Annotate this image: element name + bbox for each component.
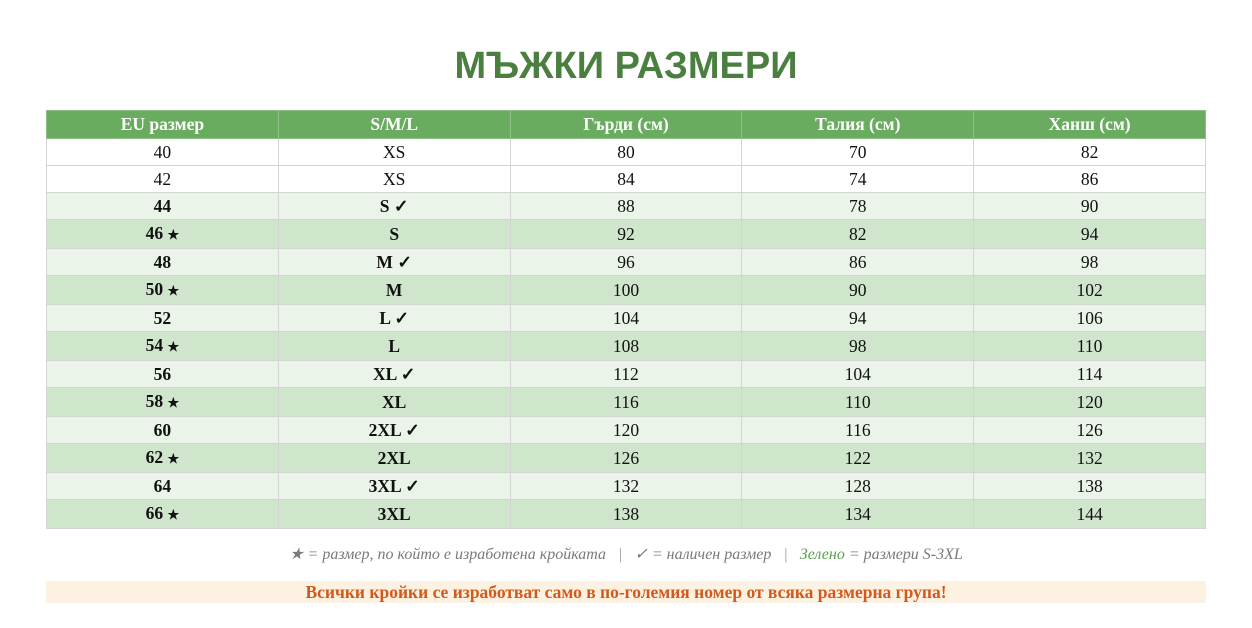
check-icon: ✓ <box>400 364 416 384</box>
cell-eu-size <box>47 220 279 249</box>
cell-sml <box>278 473 510 500</box>
cell-eu-size <box>47 388 279 417</box>
eu-size-value: 46 <box>145 223 164 243</box>
eu-size-value: 56 <box>153 364 172 384</box>
star-icon: ★ <box>167 507 180 522</box>
cell-sml <box>278 305 510 332</box>
eu-size-value: 54 <box>145 335 164 355</box>
cell-hip: 120 <box>974 388 1206 417</box>
cell-eu-size <box>47 417 279 444</box>
header-sml: S/M/L <box>278 111 510 139</box>
cell-hip: 138 <box>974 473 1206 500</box>
eu-size-value: 58 <box>145 391 164 411</box>
cell-sml <box>278 332 510 361</box>
cell-sml <box>278 220 510 249</box>
cell-chest: 108 <box>510 332 742 361</box>
sml-value: 2XL <box>368 420 401 440</box>
table-row <box>47 473 1206 500</box>
cell-chest: 138 <box>510 500 742 529</box>
cell-waist: 98 <box>742 332 974 361</box>
cell-sml <box>278 417 510 444</box>
eu-size-value: 50 <box>145 279 164 299</box>
cell-hip: 114 <box>974 361 1206 388</box>
cell-hip: 132 <box>974 444 1206 473</box>
cell-sml <box>278 444 510 473</box>
table-row <box>47 388 1206 417</box>
cell-chest: 96 <box>510 249 742 276</box>
cell-waist: 78 <box>742 193 974 220</box>
cell-chest: 84 <box>510 166 742 193</box>
eu-size-value: 44 <box>153 196 172 216</box>
cell-eu-size <box>47 305 279 332</box>
legend-green-word: Зелено <box>799 546 845 563</box>
cell-sml <box>278 166 510 193</box>
cell-sml <box>278 500 510 529</box>
cell-chest: 100 <box>510 276 742 305</box>
cell-eu-size <box>47 361 279 388</box>
cell-chest: 120 <box>510 417 742 444</box>
cell-waist: 116 <box>742 417 974 444</box>
check-icon: ✓ <box>394 308 410 328</box>
size-table <box>46 110 1206 529</box>
cell-waist: 134 <box>742 500 974 529</box>
sml-value: XL <box>382 392 407 412</box>
cell-hip: 102 <box>974 276 1206 305</box>
eu-size-value: 52 <box>153 308 172 328</box>
header-waist: Талия (см) <box>742 111 974 139</box>
cell-hip: 98 <box>974 249 1206 276</box>
sml-value: XS <box>383 169 406 189</box>
sml-value: 2XL <box>377 448 411 468</box>
cell-chest: 116 <box>510 388 742 417</box>
cell-chest: 92 <box>510 220 742 249</box>
star-icon: ★ <box>167 451 180 466</box>
cell-eu-size <box>47 332 279 361</box>
table-row <box>47 500 1206 529</box>
header-hip: Ханш (см) <box>974 111 1206 139</box>
check-icon: ✓ <box>405 476 420 496</box>
cell-chest: 80 <box>510 139 742 166</box>
table-row <box>47 249 1206 276</box>
table-row <box>47 417 1206 444</box>
star-icon: ★ <box>167 227 180 242</box>
cell-waist: 70 <box>742 139 974 166</box>
cell-eu-size <box>47 500 279 529</box>
sml-value: 3XL <box>368 476 401 496</box>
cell-waist: 90 <box>742 276 974 305</box>
cell-sml <box>278 276 510 305</box>
cell-hip: 86 <box>974 166 1206 193</box>
eu-size-value: 64 <box>153 476 172 496</box>
cell-eu-size <box>47 166 279 193</box>
sml-value: S <box>379 196 390 216</box>
table-row <box>47 276 1206 305</box>
cell-chest: 88 <box>510 193 742 220</box>
check-icon: ✓ <box>397 252 412 272</box>
cell-hip: 126 <box>974 417 1206 444</box>
cell-hip: 110 <box>974 332 1206 361</box>
table-row <box>47 220 1206 249</box>
cell-eu-size <box>47 139 279 166</box>
cell-waist: 82 <box>742 220 974 249</box>
sml-value: 3XL <box>377 504 411 524</box>
table-body <box>47 139 1206 529</box>
cell-sml <box>278 139 510 166</box>
page-title: МЪЖКИ РАЗМЕРИ <box>454 45 798 87</box>
cell-waist: 128 <box>742 473 974 500</box>
sml-value: L <box>388 336 401 356</box>
cell-sml <box>278 249 510 276</box>
cell-chest: 132 <box>510 473 742 500</box>
eu-size-value: 42 <box>153 169 172 189</box>
notice-banner: Всички кройки се изработват само в по-големия номер от всяка размерна група! <box>46 581 1206 603</box>
cell-hip: 144 <box>974 500 1206 529</box>
legend-check-text: ✓ = наличен размер <box>634 546 772 563</box>
legend <box>0 544 1252 566</box>
table-row <box>47 444 1206 473</box>
eu-size-value: 62 <box>145 447 164 467</box>
cell-hip: 94 <box>974 220 1206 249</box>
header-eu-size: EU размер <box>47 111 279 139</box>
table-row <box>47 139 1206 166</box>
cell-eu-size <box>47 444 279 473</box>
eu-size-value: 60 <box>153 420 172 440</box>
sml-value: M <box>376 252 393 272</box>
cell-waist: 110 <box>742 388 974 417</box>
cell-hip: 106 <box>974 305 1206 332</box>
table-header-row <box>47 111 1206 139</box>
cell-chest: 104 <box>510 305 742 332</box>
cell-waist: 74 <box>742 166 974 193</box>
cell-hip: 90 <box>974 193 1206 220</box>
eu-size-value: 66 <box>145 503 164 523</box>
star-icon: ★ <box>167 395 180 410</box>
table-row <box>47 166 1206 193</box>
legend-separator: | <box>618 546 623 563</box>
cell-sml <box>278 193 510 220</box>
cell-eu-size <box>47 193 279 220</box>
check-icon: ✓ <box>405 420 420 440</box>
eu-size-value: 40 <box>153 142 172 162</box>
legend-separator: | <box>783 546 788 563</box>
cell-eu-size <box>47 249 279 276</box>
check-icon: ✓ <box>393 196 409 216</box>
table-row <box>47 361 1206 388</box>
sml-value: XL <box>372 364 397 384</box>
cell-waist: 122 <box>742 444 974 473</box>
cell-sml <box>278 361 510 388</box>
sml-value: M <box>385 280 403 300</box>
table-row <box>47 305 1206 332</box>
cell-chest: 112 <box>510 361 742 388</box>
cell-eu-size <box>47 473 279 500</box>
cell-hip: 82 <box>974 139 1206 166</box>
sml-value: S <box>389 224 400 244</box>
table-row <box>47 332 1206 361</box>
legend-star-text: ★ = размер, по който е изработена кройката <box>289 546 607 563</box>
star-icon: ★ <box>167 339 180 354</box>
header-chest: Гърди (см) <box>510 111 742 139</box>
legend-green-text: = размери S-3XL <box>844 546 963 563</box>
cell-chest: 126 <box>510 444 742 473</box>
eu-size-value: 48 <box>153 252 172 272</box>
sml-value: L <box>379 308 391 328</box>
cell-waist: 94 <box>742 305 974 332</box>
cell-waist: 104 <box>742 361 974 388</box>
sml-value: XS <box>383 142 406 162</box>
cell-waist: 86 <box>742 249 974 276</box>
cell-eu-size <box>47 276 279 305</box>
star-icon: ★ <box>167 283 180 298</box>
cell-sml <box>278 388 510 417</box>
table-row <box>47 193 1206 220</box>
